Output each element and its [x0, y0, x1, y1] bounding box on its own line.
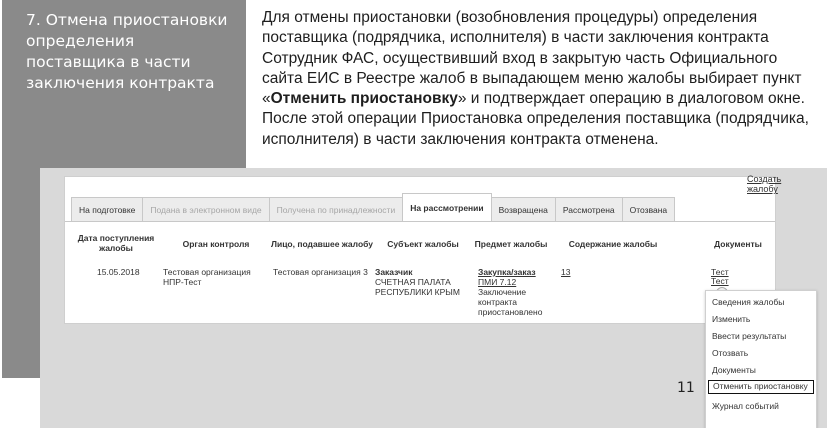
tab-divider — [65, 221, 775, 222]
cell-subject — [375, 267, 467, 297]
description-part2: » и подтверждает операцию в диалоговом окне. После этой операции Приостановка определения поставщика (подрядчика, исполнителя) в части заключения контракта отменена. — [262, 90, 809, 148]
tab-withdrawn[interactable]: Отозвана — [622, 197, 676, 221]
tab-received-by-jurisdiction[interactable]: Получена по принадлежности — [269, 197, 404, 221]
cell-doc-link-1[interactable]: Тест — [711, 267, 729, 277]
tab-returned[interactable]: Возвращена — [491, 197, 556, 221]
description-part1: Для отмены приостановки (возобновления процедуры) определения поставщика (подрядчика, исполнителя) в части заключения контракта Сотрудник ФАС, осуществивший вход в закрытую часть Официального сайта ЕИС в Реестре жалоб в выпадающем меню жалобы выбирает пункт « — [262, 9, 802, 108]
section-title: 7. Отмена приостановки определения поставщика в части заключения контракта — [26, 11, 228, 92]
callout-number: 11 — [677, 380, 695, 396]
column-header-item: Предмет жалобы — [474, 239, 548, 249]
column-header-org: Орган контроля — [182, 239, 250, 249]
cell-item — [478, 267, 550, 317]
tab-under-review[interactable]: На рассмотрении — [402, 193, 491, 221]
description-text — [262, 8, 818, 150]
tab-reviewed[interactable]: Рассмотрена — [555, 197, 623, 221]
menu-item-cancel-suspension[interactable]: Отменить приостановку — [708, 380, 814, 394]
column-header-date: Дата поступления жалобы — [77, 233, 155, 253]
column-header-content: Содержание жалобы — [568, 239, 658, 249]
item-link[interactable]: ПМИ 7.12 — [478, 277, 517, 287]
screenshot-illustration — [40, 168, 827, 428]
menu-item-enter-results[interactable]: Ввести результаты — [712, 331, 787, 341]
cell-doc-link-2[interactable]: Тест — [711, 276, 729, 286]
column-header-person: Лицо, подавшее жалобу — [271, 239, 373, 249]
menu-item-details[interactable]: Сведения жалобы — [712, 297, 785, 307]
column-header-subject: Субъект жалобы — [387, 239, 459, 249]
menu-item-documents[interactable]: Документы — [712, 365, 756, 375]
item-status: Заключение контракта приостановлено — [478, 287, 543, 317]
cell-date: 15.05.2018 — [97, 267, 140, 277]
menu-item-event-log[interactable]: Журнал событий — [712, 401, 779, 411]
subject-value: СЧЕТНАЯ ПАЛАТА РЕСПУБЛИКИ КРЫМ — [375, 277, 460, 297]
complaints-registry — [64, 174, 782, 324]
menu-item-edit[interactable]: Изменить — [712, 314, 751, 324]
cell-person: Тестовая организация 3 — [273, 267, 368, 277]
menu-item-withdraw[interactable]: Отозвать — [712, 348, 749, 358]
context-menu — [705, 290, 817, 428]
column-header-docs: Документы — [714, 239, 762, 249]
cell-content-link[interactable]: 13 — [561, 267, 571, 277]
status-tabs — [71, 197, 674, 221]
description-bold: Отменить приостановку — [270, 90, 458, 108]
create-complaint-link[interactable]: Создать жалобу — [747, 174, 782, 194]
tab-submitted-electronically[interactable]: Подана в электронном виде — [142, 197, 269, 221]
subject-label: Заказчик — [375, 267, 413, 277]
cell-org: Тестовая организация НПР-Тест — [163, 267, 251, 287]
tab-preparation[interactable]: На подготовке — [71, 197, 143, 221]
item-label[interactable]: Закупка/заказ — [478, 267, 536, 277]
